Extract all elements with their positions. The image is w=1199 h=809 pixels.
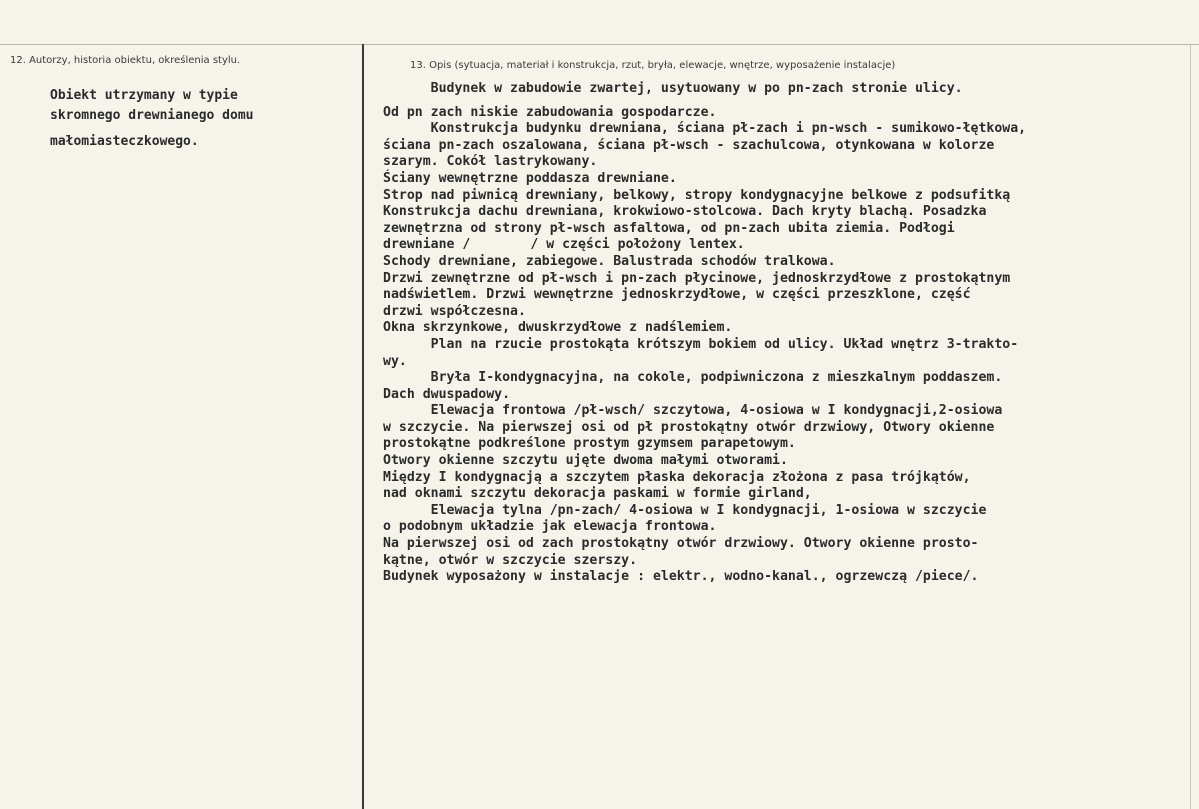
desc-line: kątne, otwór w szczycie szerszy. [383,552,638,568]
desc-line: Okna skrzynkowe, dwuskrzydłowe z nadślemiem. [383,320,733,336]
desc-line: nadświetlem. Drzwi wewnętrzne jednoskrzydłowe, w części przeszklone, część [383,287,971,303]
desc-line: Konstrukcja budynku drewniana, ściana pł-zach i pn-wsch - sumikowo-łętkowa, [383,121,1027,137]
desc-line: w szczycie. Na pierwszej osi od pł prostokątny otwór drzwiowy, Otwory okienne [383,419,995,435]
desc-line: prostokątne podkreślone prostym gzymsem parapetowym. [383,436,796,452]
desc-line: Plan na rzucie prostokąta krótszym bokiem od ulicy. Układ wnętrz 3-trakto- [383,336,1019,352]
style-description [50,86,350,152]
top-divider [0,44,1199,45]
desc-line: drzwi współczesna. [383,303,526,319]
desc-line: Dach dwuspadowy. [383,386,511,402]
desc-line: Między I kondygnacją a szczytem płaska dekoracja złożona z pasa trójkątów, [383,469,971,485]
style-line: skromnego drewnianego domu [50,108,254,123]
style-line: Obiekt utrzymany w typie [50,88,238,103]
desc-line: Ściany wewnętrzne poddasza drewniane. [383,170,677,186]
desc-line: zewnętrzna od strony pł-wsch asfaltowa, od pn-zach ubita ziemia. Podłogi [383,220,955,236]
desc-line: ściana pn-zach oszalowana, ściana pł-wsch - szachulcowa, otynkowana w kolorze [383,137,995,153]
style-line: małomiasteczkowego. [50,134,199,149]
desc-line: Od pn zach niskie zabudowania gospodarcze. [383,104,717,120]
desc-line: Elewacja frontowa /pł-wsch/ szczytowa, 4-osiowa w I kondygnacji,2-osiowa [383,403,1003,419]
desc-line: Drzwi zewnętrzne od pł-wsch i pn-zach płycinowe, jednoskrzydłowe z prostokątnym [383,270,1011,286]
desc-line: Na pierwszej osi od zach prostokątny otwór drzwiowy. Otwory okienne prosto- [383,536,979,552]
desc-line: Bryła I-kondygnacyjna, na cokole, podpiwniczona z mieszkalnym poddaszem. [383,370,1003,386]
desc-line: Budynek wyposażony w instalacje : elektr., wodno-kanal., ogrzewczą /piece/. [383,569,979,585]
desc-line: szarym. Cokół lastrykowany. [383,154,598,170]
redaction-block [470,238,530,250]
desc-line: Strop nad piwnicą drewniany, belkowy, stropy kondygnacyjne belkowe z podsufitką [383,187,1011,203]
desc-line: wy. [383,353,407,369]
desc-line-head: drewniane / [383,237,471,253]
desc-line: nad oknami szczytu dekoracja paskami w formie girland, [383,486,812,502]
desc-line: o podobnym układzie jak elewacja frontowa. [383,519,717,535]
desc-line: Konstrukcja dachu drewniana, krokwiowo-stolcowa. Dach kryty blachą. Posadzka [383,204,987,220]
desc-line: Budynek w zabudowie zwartej, usytuowany w po pn-zach stronie ulicy. [383,81,963,96]
desc-line: Schody drewniane, zabiegowe. Balustrada schodów tralkowa. [383,253,836,269]
desc-line-tail: / w części położony lentex. [530,237,745,253]
field-12-label: 12. Autorzy, historia obiektu, określenia stylu. [10,55,241,66]
field-13-label: 13. Opis (sytuacja, materiał i konstrukcja, rzut, bryła, elewacje, wnętrze, wyposażenie instalacje) [410,60,896,71]
desc-line: Otwory okienne szczytu ujęte dwoma małymi otworami. [383,453,788,469]
desc-line-redacted [383,237,1193,254]
column-divider [362,44,364,809]
desc-line: Elewacja tylna /pn-zach/ 4-osiowa w I kondygnacji, 1-osiowa w szczycie [383,502,987,518]
building-description [383,81,1193,586]
